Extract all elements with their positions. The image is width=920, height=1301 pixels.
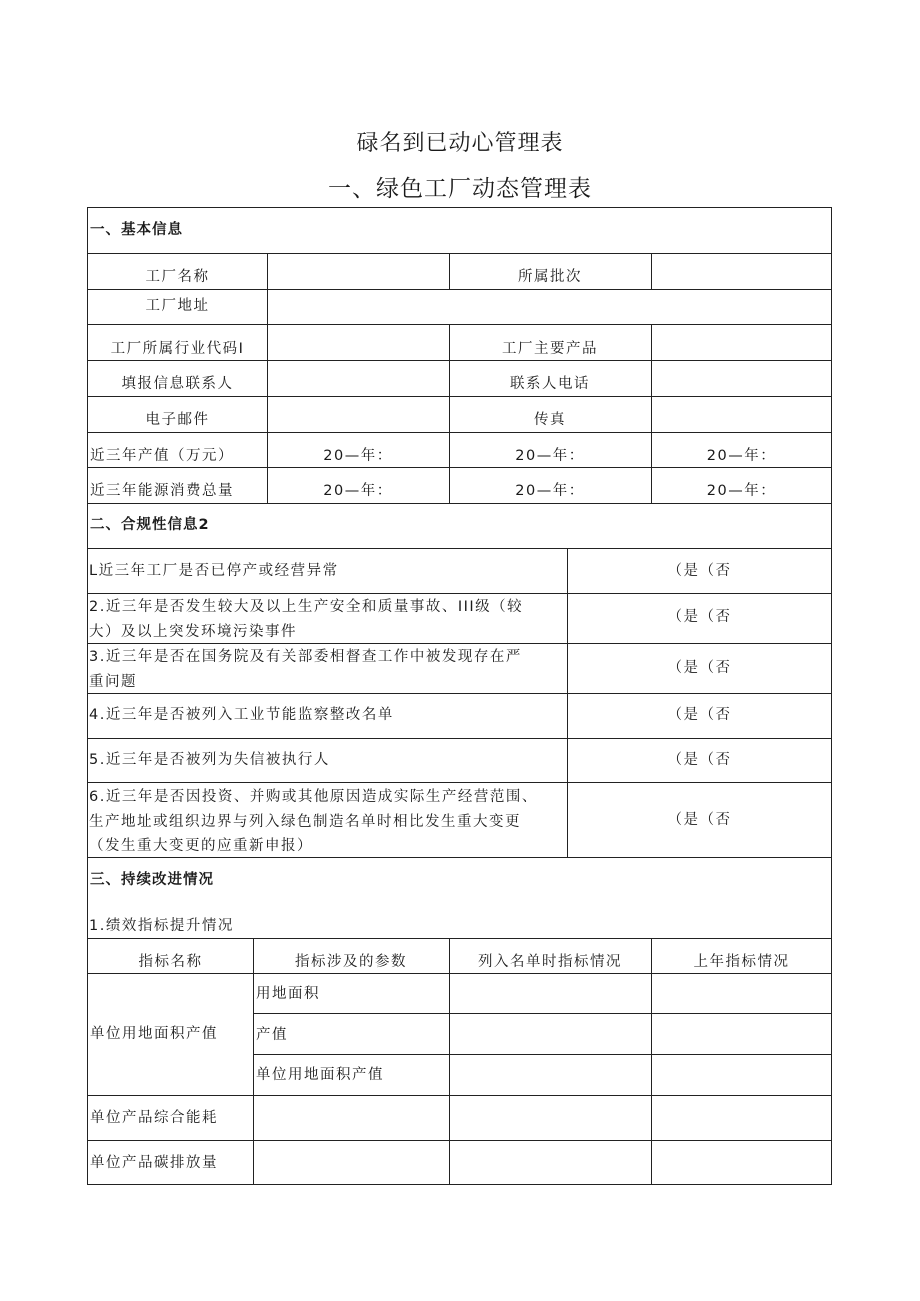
col-header-listed-status: 列入名单时指标情况	[478, 954, 622, 970]
yes-no-options: （是（否	[667, 563, 732, 579]
indicator-energy-per-unit: 单位产品综合能耗	[90, 1110, 218, 1126]
section-improvement-heading: 三、持续改进情况	[90, 872, 214, 888]
yes-no-options: （是（否	[667, 609, 732, 625]
indicator-carbon-per-unit: 单位产品碳排放量	[90, 1155, 218, 1171]
year-cell: 20—年：	[706, 483, 777, 499]
factory-address-label: 工厂地址	[145, 298, 210, 314]
batch-label: 所属批次	[518, 269, 582, 285]
compliance-item-6-note: （发生重大变更的应重新申报）	[89, 838, 313, 854]
industry-code-label: 工厂所属行业代码I	[110, 341, 245, 357]
year-cell: 20—年：	[323, 483, 393, 499]
col-header-last-year-status: 上年指标情况	[693, 954, 790, 970]
section-compliance-heading: 二、合规性信息2	[90, 517, 210, 533]
compliance-item-6: 6.近三年是否因投资、并购或其他原因造成实际生产经营范围、	[89, 789, 538, 805]
output-value-label: 近三年产值（万元）	[90, 448, 234, 464]
year-cell: 20—年：	[706, 448, 777, 464]
contact-person-label: 填报信息联系人	[121, 376, 234, 392]
compliance-item-5: 5.近三年是否被列为失信被执行人	[89, 752, 330, 768]
compliance-item-2-cont: 大）及以上突发环境污染事件	[89, 624, 297, 640]
compliance-item-3-cont: 重问题	[89, 674, 137, 690]
yes-no-options: （是（否	[667, 812, 732, 828]
year-cell: 20—年：	[515, 448, 585, 464]
compliance-item-2: 2.近三年是否发生较大及以上生产安全和质量事故、III级（较	[89, 599, 524, 615]
email-label: 电子邮件	[145, 412, 210, 428]
yes-no-options: （是（否	[667, 707, 732, 723]
page-title: 碌名到已动心管理表	[356, 131, 564, 156]
year-cell: 20—年：	[323, 448, 393, 464]
compliance-item-4: 4.近三年是否被列入工业节能监察整改名单	[89, 707, 394, 723]
factory-name-label: 工厂名称	[145, 269, 210, 285]
yes-no-options: （是（否	[667, 752, 732, 768]
year-cell: 20—年：	[515, 483, 585, 499]
indicator-land-output: 单位用地面积产值	[90, 1026, 218, 1042]
compliance-item-1: L近三年工厂是否已停产或经营异常	[89, 563, 339, 579]
param-output: 产值	[256, 1027, 288, 1043]
param-land-output: 单位用地面积产值	[256, 1067, 384, 1083]
yes-no-options: （是（否	[667, 660, 732, 676]
main-product-label: 工厂主要产品	[502, 341, 598, 357]
col-header-indicator-name: 指标名称	[138, 954, 203, 970]
performance-subheading: 1.绩效指标提升情况	[89, 918, 234, 934]
param-land-area: 用地面积	[256, 986, 320, 1002]
fax-label: 传真	[534, 412, 566, 428]
section-basic-info-heading: 一、基本信息	[90, 222, 183, 238]
energy-consumption-label: 近三年能源消费总量	[90, 483, 234, 499]
contact-phone-label: 联系人电话	[510, 376, 590, 392]
compliance-item-3: 3.近三年是否在国务院及有关部委相督查工作中被发现存在严	[89, 649, 522, 665]
form-title: 一、绿色工厂动态管理表	[328, 176, 592, 202]
compliance-item-6-cont: 生产地址或组织边界与列入绿色制造名单时相比发生重大变更	[89, 814, 521, 830]
col-header-parameters: 指标涉及的参数	[295, 954, 407, 970]
